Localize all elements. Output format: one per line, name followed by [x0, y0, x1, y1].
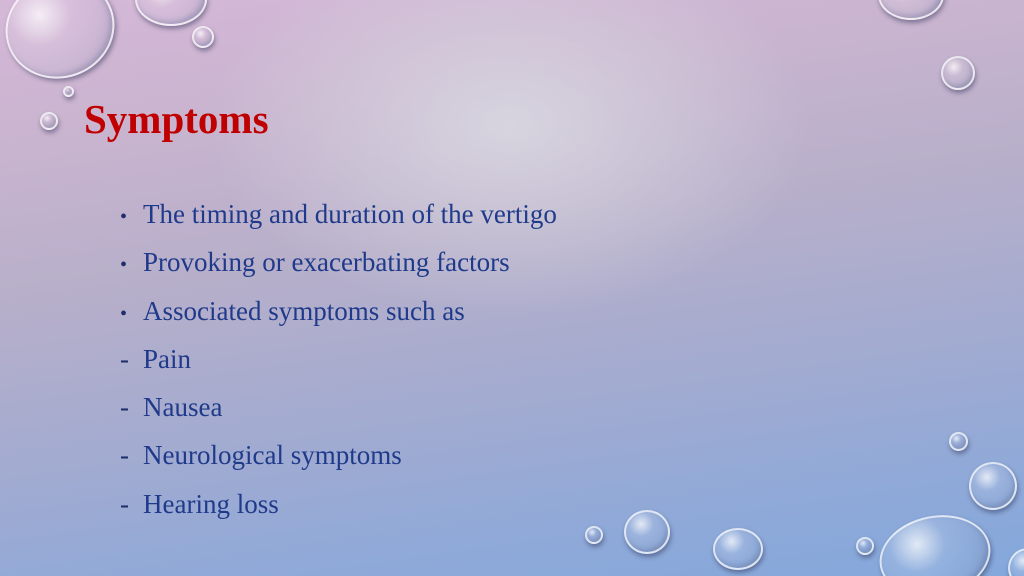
list-item	[120, 383, 557, 431]
dash-marker: -	[120, 488, 129, 519]
water-droplet-icon	[0, 0, 129, 94]
list-item-text: Nausea	[143, 392, 223, 423]
list-item	[120, 287, 557, 335]
water-droplet-icon	[192, 26, 214, 48]
water-droplet-icon	[949, 432, 968, 451]
list-item-text: Provoking or exacerbating factors	[143, 247, 510, 278]
list-item	[120, 335, 557, 383]
list-item-text: Hearing loss	[143, 488, 279, 519]
water-droplet-icon	[63, 86, 74, 97]
water-droplet-icon	[713, 528, 763, 570]
water-droplet-icon	[969, 462, 1017, 510]
list-item	[120, 190, 557, 238]
bullet-marker: •	[120, 206, 128, 228]
bullet-marker: •	[120, 254, 128, 277]
water-droplet-icon	[40, 112, 58, 130]
list-item	[120, 480, 557, 528]
water-droplet-icon	[878, 0, 944, 20]
list-item-text: Associated symptoms such as	[143, 295, 465, 326]
list-item-text: Pain	[143, 343, 192, 374]
water-droplet-icon	[1008, 548, 1024, 576]
list-item	[120, 238, 557, 286]
water-droplet-icon	[856, 537, 874, 555]
bullet-list	[120, 190, 557, 528]
list-item-text: Neurological symptoms	[143, 440, 402, 471]
water-droplet-icon	[872, 505, 998, 576]
dash-marker: -	[120, 440, 129, 471]
list-item-text: The timing and duration of the vertigo	[143, 199, 557, 229]
water-droplet-icon	[585, 526, 603, 544]
water-droplet-icon	[941, 56, 975, 90]
water-droplet-icon	[135, 0, 207, 26]
dash-marker: -	[120, 392, 129, 423]
dash-marker: -	[120, 343, 129, 374]
list-item	[120, 431, 557, 479]
bullet-marker: •	[120, 302, 128, 325]
slide-title: Symptoms	[84, 96, 269, 142]
water-droplet-icon	[624, 510, 670, 554]
